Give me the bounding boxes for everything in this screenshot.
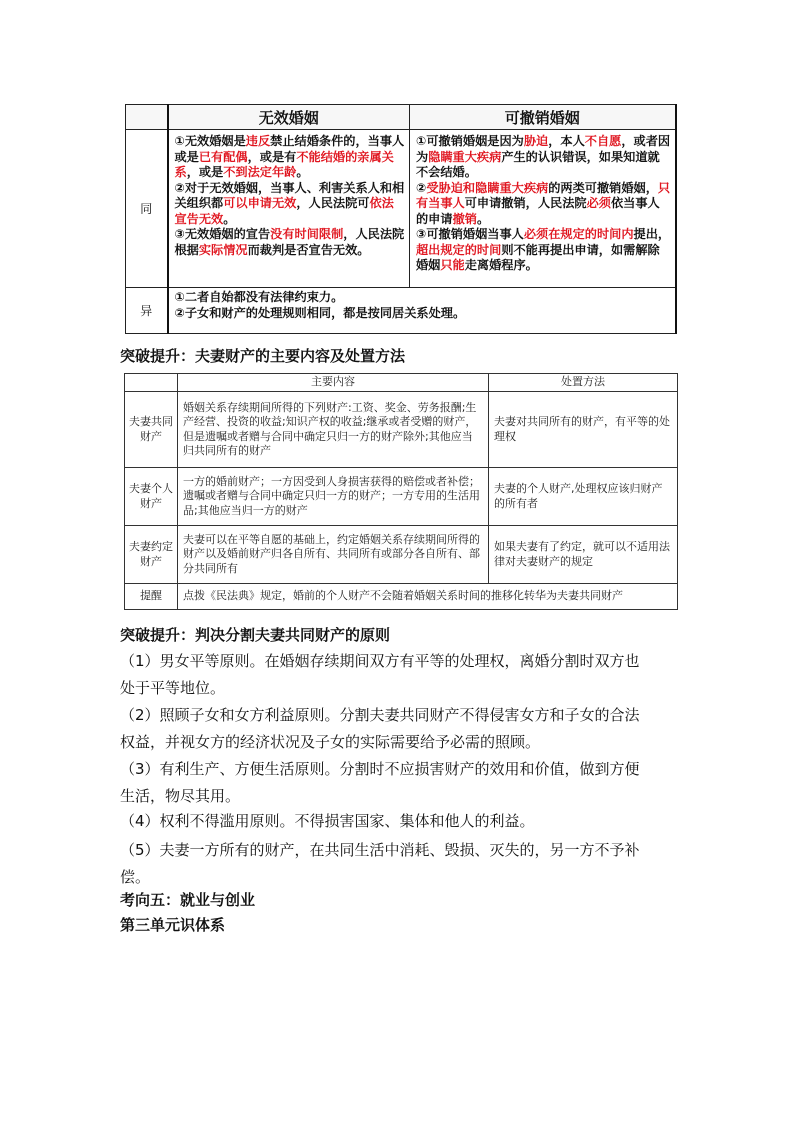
table1-point — [175, 181, 406, 228]
table2-row-method: 夫妻对共同所有的财产，有平等的处理权 — [489, 392, 678, 468]
highlight-text: 超出规定的时间 — [416, 242, 502, 257]
principle-line: （3）有利生产、方便生活原则。分割时不应损害财产的效用和价值，做到方便 — [120, 760, 640, 778]
principle-line: （4）权利不得滥用原则。不得损害国家、集体和他人的利益。 — [120, 812, 535, 830]
highlight-text: 隐瞒重大疾病 — [428, 149, 502, 164]
table2-row-content: 婚姻关系存续期间所得的下列财产:工资、奖金、劳务报酬;生产经营、投资的收益;知识产权的收益;继承或者受赠的财产，但是遗嘱或者赠与合同中确定只归一方的财产除外;其他应当归共同所有的财产 — [178, 392, 489, 468]
principle-line: （5）夫妻一方所有的财产，在共同生活中消耗、毁损、灭失的，另一方不予补 — [120, 841, 640, 859]
highlight-text: 受胁迫和隐瞒重大疾病 — [426, 180, 549, 195]
table1-point — [175, 134, 406, 181]
body-text: 禁止结婚条件的，当事人或是 — [174, 134, 405, 164]
highlight-text: 撤销 — [452, 211, 477, 226]
body-text: 依当事人的申请 — [416, 196, 660, 226]
principle-paragraph — [120, 837, 680, 891]
table2-row-method: 夫妻的个人财产,处理权应该归财产的所有者 — [489, 468, 678, 526]
body-text: ，本人 — [548, 134, 585, 148]
body-text: ，或是 — [186, 165, 224, 179]
table1-point — [416, 134, 671, 181]
section-heading-unit3: 第三单元识体系 — [120, 916, 226, 934]
table2-reminder-label: 提醒 — [125, 584, 178, 610]
principle-line: 生活，物尽其用。 — [120, 787, 241, 805]
body-text: 提出， — [633, 227, 671, 241]
table1-point — [175, 227, 406, 258]
body-text: 而裁判是否宣告无效。 — [247, 242, 370, 257]
highlight-text: 只有当事人 — [416, 180, 671, 210]
highlight-text: 必须在规定的时间内 — [523, 227, 634, 241]
table2-row-content: 一方的婚前财产；一方因受到人身损害获得的赔偿或者补偿；遗嘱或者赠与合同中确定只归一方的财产；一方专用的生活用品;其他应当归一方的财产 — [178, 468, 489, 526]
body-text: 。 — [296, 165, 309, 179]
table2-header-method: 处置方法 — [489, 374, 678, 392]
body-text: ，人民法院可 — [296, 196, 370, 210]
highlight-text: 没有时间限制 — [270, 227, 344, 241]
table1-same-void-cell — [168, 130, 410, 288]
table2-row-label: 夫妻个人财产 — [125, 468, 178, 526]
table1-diff-line: ②子女和财产的处理规则相同，都是按同居关系处理。 — [174, 305, 466, 320]
highlight-text: 不自愿 — [584, 134, 622, 148]
highlight-text: 必须 — [586, 196, 611, 210]
table2-row-label: 夫妻共同财产 — [125, 392, 178, 468]
principle-line: 处于平等地位。 — [120, 679, 226, 697]
section-heading-property: 突破提升：夫妻财产的主要内容及处置方法 — [120, 347, 406, 365]
body-text: ①无效婚姻是 — [174, 134, 246, 148]
body-text: ③无效婚姻的宣告 — [174, 227, 271, 241]
body-text: ② — [416, 180, 427, 195]
body-text: ，人民法院根据 — [174, 227, 405, 257]
highlight-text: 不能结婚的亲属关系 — [174, 149, 394, 179]
principle-line: 权益，并视女方的经济状况及子女的实际需要给予必需的照顾。 — [120, 733, 541, 751]
principle-paragraph — [120, 808, 680, 835]
table1-corner — [126, 105, 168, 130]
body-text: ③可撤销婚姻当事人 — [416, 227, 524, 241]
table1-row-same-label: 同 — [126, 130, 168, 288]
table2-corner — [125, 374, 178, 392]
table1-same-revocable-cell — [410, 130, 676, 288]
table1-diff-cell — [168, 288, 676, 334]
void-revocable-marriage-table — [125, 104, 677, 334]
highlight-text: 可以申请无效 — [223, 196, 297, 210]
table2-row-content: 夫妻可以在平等自愿的基础上，约定婚姻关系存续期间所得的财产以及婚前财产归各自所有、共同所有或部分各自所有、部分共同所有 — [178, 526, 489, 584]
principle-paragraph — [120, 756, 680, 810]
principle-line: （1）男女平等原则。在婚姻存续期间双方有平等的处理权，离婚分割时双方也 — [120, 652, 640, 670]
highlight-text: 只能 — [440, 258, 465, 272]
principle-line: （2）照顾子女和女方利益原则。分割夫妻共同财产不得侵害女方和子女的合法 — [120, 706, 640, 724]
highlight-text: 不到法定年龄 — [223, 165, 297, 179]
body-text: ，或者因为 — [416, 134, 671, 164]
highlight-text: 违反 — [245, 134, 271, 148]
table1-header-revocable: 可撤销婚姻 — [410, 105, 676, 130]
table1-diff-line: ①二者自始都没有法律约束力。 — [174, 290, 344, 304]
table1-point — [416, 181, 671, 228]
body-text: 的两类可撤销婚姻， — [548, 180, 658, 195]
table2-reminder-text: 点拨《民法典》规定，婚前的个人财产不会随着婚姻关系时间的推移化转华为夫妻共同财产 — [178, 584, 678, 610]
body-text: ②对于无效婚姻，当事人、利害关系人和相关组织都 — [174, 180, 405, 210]
body-text: ①可撤销婚姻是因为 — [416, 134, 524, 148]
table1-row-diff-label: 异 — [126, 288, 168, 334]
body-text: ，或是有 — [247, 149, 297, 164]
highlight-text: 胁迫 — [523, 134, 549, 148]
table2-row-label: 夫妻约定财产 — [125, 526, 178, 584]
principle-line: 偿。 — [120, 868, 151, 886]
body-text: 则不能再提出申请，如需解除婚姻 — [416, 242, 660, 272]
body-text: 。 — [476, 211, 490, 226]
section-heading-employment: 考向五：就业与创业 — [120, 891, 256, 909]
body-text: 产生的认识错误，如果知道就不会结婚。 — [416, 149, 660, 179]
highlight-text: 依法宣告无效 — [174, 196, 394, 226]
highlight-text: 已有配偶 — [198, 149, 248, 164]
table2-header-main: 主要内容 — [178, 374, 489, 392]
body-text: 走离婚程序。 — [464, 258, 538, 272]
body-text: 可申请撤销，人民法院 — [464, 196, 587, 210]
principle-paragraph — [120, 648, 680, 702]
body-text: 。 — [223, 211, 236, 226]
highlight-text: 实际情况 — [198, 242, 248, 257]
table1-point — [416, 227, 671, 274]
table1-header-void: 无效婚姻 — [168, 105, 410, 130]
principle-paragraph — [120, 702, 680, 756]
table2-row-method: 如果夫妻有了约定，就可以不适用法律对夫妻财产的规定 — [489, 526, 678, 584]
marital-property-table — [124, 373, 678, 610]
section-heading-principles: 突破提升：判决分割夫妻共同财产的原则 — [120, 626, 391, 644]
